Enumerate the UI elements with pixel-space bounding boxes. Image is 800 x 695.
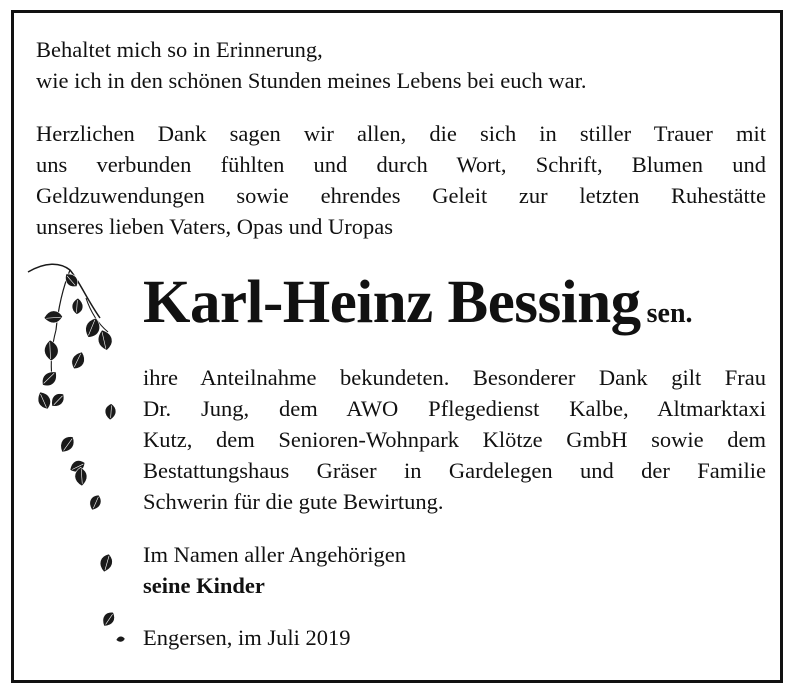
deceased-name: Karl-Heinz Bessing [143, 269, 641, 336]
leaf-icon [89, 494, 103, 512]
leaf-icon [85, 317, 101, 338]
leaf-icon [115, 635, 125, 644]
falling-leaves-icon [0, 0, 140, 660]
motto-line-1: Behaltet mich so in Erinnerung, [36, 37, 323, 62]
signature-line-2: seine Kinder [143, 573, 265, 598]
thanks-body-line: Kutz, dem Senioren-Wohnpark Klötze GmbH sowie dem [143, 427, 766, 452]
leaf-icon [40, 368, 60, 390]
leaf-icon [71, 297, 85, 315]
place-date: Engersen, im Juli 2019 [143, 625, 351, 650]
leaf-icon [43, 308, 64, 326]
leaf-icon [100, 554, 112, 572]
thanks-intro-line: uns verbunden fühlten und durch Wort, Schrift, Blumen und [36, 152, 766, 177]
thanks-body-line: Schwerin für die gute Bewirtung. [143, 489, 444, 514]
leaf-icon [49, 390, 67, 409]
leaf-icon [34, 390, 55, 412]
leaf-icon [58, 434, 76, 455]
thanks-body-line: Bestattungshaus Gräser in Gardelegen und der Familie [143, 458, 766, 483]
leaf-icon [104, 403, 118, 421]
thanks-body-line: Dr. Jung, dem AWO Pflegedienst Kalbe, Altmarktaxi [143, 396, 766, 421]
thanks-intro-line: Geldzuwendungen sowie ehrendes Geleit zur letzten Ruhestätte [36, 183, 766, 208]
leaf-icon [41, 338, 61, 362]
thanks-body-line: ihre Anteilnahme bekundeten. Besonderer Dank gilt Frau [143, 365, 766, 390]
leaf-icon [71, 351, 86, 371]
thanks-body [143, 362, 766, 517]
leaf-icon [101, 610, 117, 629]
deceased-name-line [143, 268, 693, 353]
thanks-intro [36, 118, 766, 242]
signature-line-1: Im Namen aller Angehörigen [143, 542, 407, 567]
motto-line-2: wie ich in den schönen Stunden meines Lebens bei euch war. [36, 68, 587, 93]
name-suffix: sen. [646, 298, 693, 329]
thanks-intro-line: unseres lieben Vaters, Opas und Uropas [36, 214, 394, 239]
thanks-intro-line: Herzlichen Dank sagen wir allen, die sich in stiller Trauer mit [36, 121, 766, 146]
